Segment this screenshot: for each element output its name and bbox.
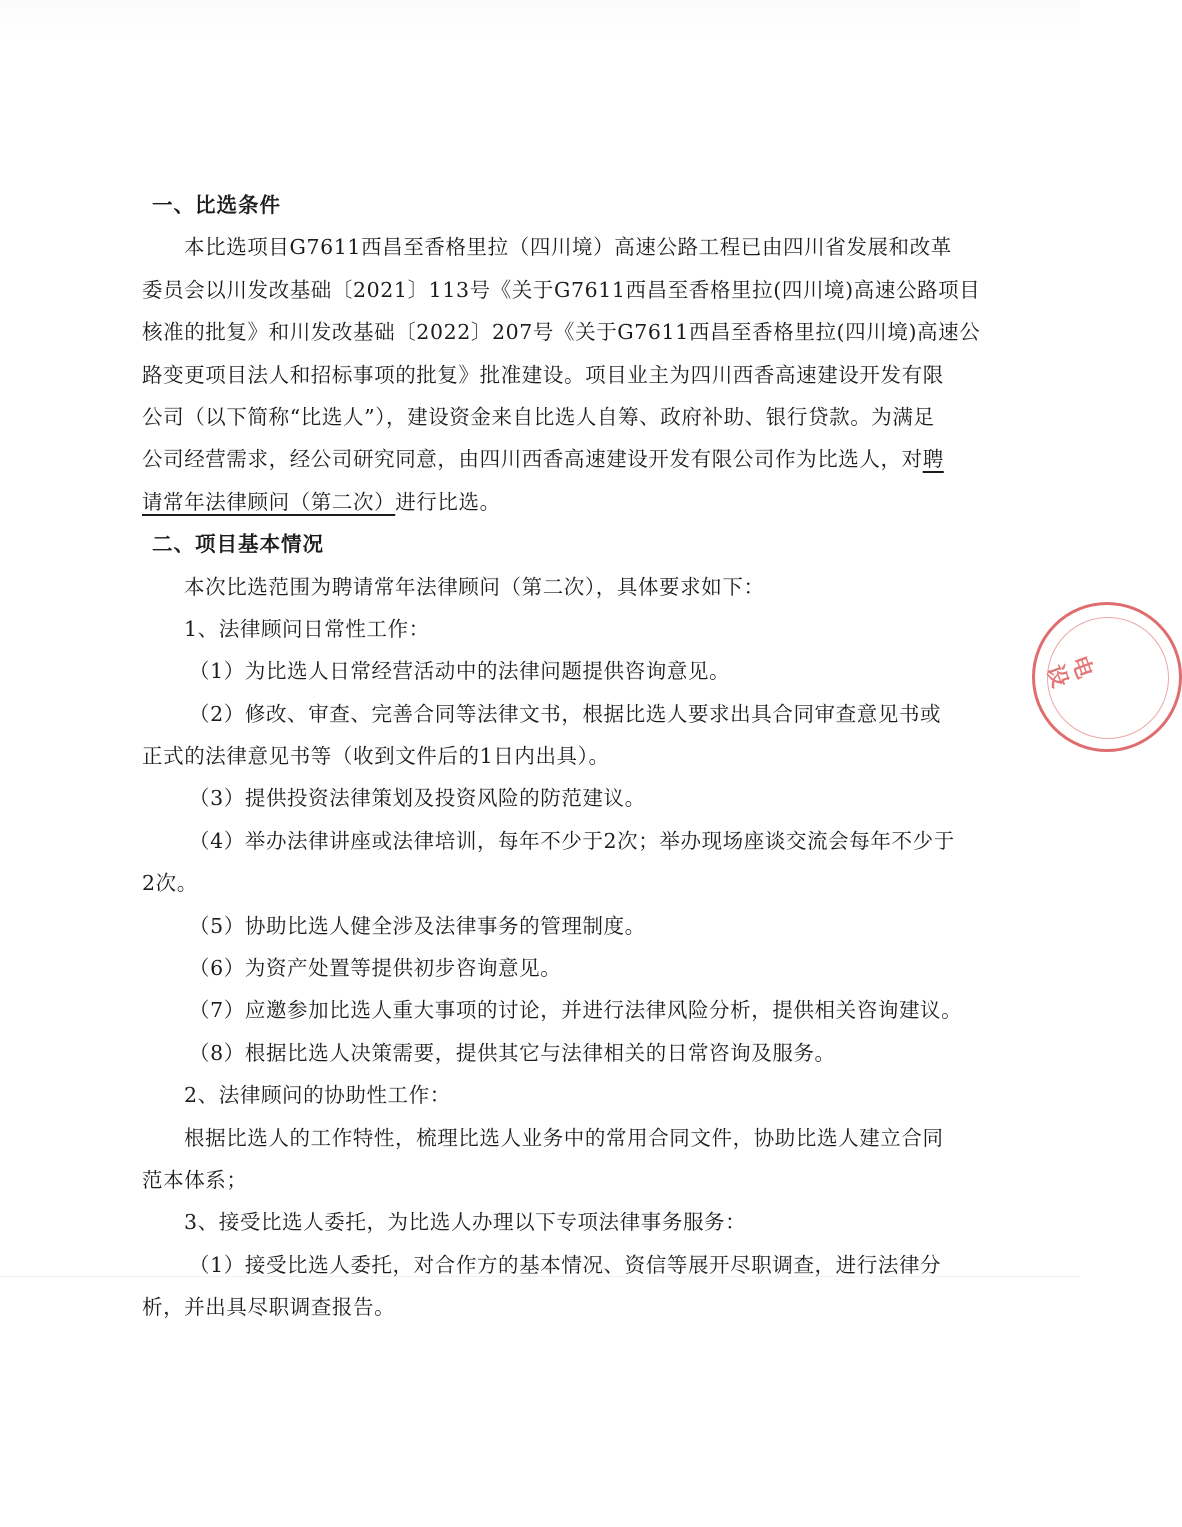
item-1-sub-2-line-1: （2）修改、审查、完善合同等法律文书，根据比选人要求出具合同审查意见书或	[189, 701, 942, 726]
item-1-sub-1: （1）为比选人日常经营活动中的法律问题提供咨询意见。	[189, 659, 731, 684]
item-1-sub-6: （6）为资产处置等提供初步咨询意见。	[189, 956, 562, 981]
paragraph-1-line-7-text: 进行比选。	[395, 489, 501, 514]
seal-text: 电设	[1039, 649, 1098, 692]
section-heading-2: 二、项目基本情况	[152, 532, 324, 557]
paragraph-1-line-2: 委员会以川发改基础〔2021〕113号《关于G7611西昌至香格里拉(四川境)高速公路项目	[142, 277, 981, 302]
paragraph-1-line-6	[142, 438, 942, 480]
item-1-heading: 1、法律顾问日常性工作：	[184, 616, 430, 641]
company-seal-stamp	[1032, 602, 1182, 752]
underlined-project-name-start: 聘	[922, 447, 944, 472]
section-2-intro: 本次比选范围为聘请常年法律顾问（第二次），具体要求如下：	[184, 574, 765, 599]
item-2-text-line-2: 范本体系；	[142, 1167, 248, 1192]
paragraph-1-line-6-text: 公司经营需求，经公司研究同意，由四川西香高速建设开发有限公司作为比选人，对	[142, 447, 923, 472]
item-2-text-line-1: 根据比选人的工作特性，梳理比选人业务中的常用合同文件，协助比选人建立合同	[184, 1125, 944, 1150]
item-2-heading: 2、法律顾问的协助性工作：	[184, 1083, 451, 1108]
item-1-sub-4-line-2: 2次。	[142, 871, 198, 896]
item-3-sub-1-line-1: （1）接受比选人委托，对合作方的基本情况、资信等展开尽职调查，进行法律分	[189, 1252, 942, 1277]
item-1-sub-5: （5）协助比选人健全涉及法律事务的管理制度。	[189, 913, 646, 938]
document-body	[142, 184, 981, 1329]
scan-shadow	[0, 0, 1080, 40]
item-1-sub-7: （7）应邀参加比选人重大事项的讨论，并进行法律风险分析，提供相关咨询建议。	[189, 998, 963, 1023]
item-1-sub-4-line-1: （4）举办法律讲座或法律培训，每年不少于2次；举办现场座谈交流会每年不少于	[189, 828, 955, 853]
paragraph-1-line-4: 路变更项目法人和招标事项的批复》批准建设。项目业主为四川西香高速建设开发有限	[142, 362, 944, 387]
paragraph-1-line-3: 核准的批复》和川发改基础〔2022〕207号《关于G7611西昌至香格里拉(四川境)高速公	[142, 320, 981, 345]
item-1-sub-2-line-2: 正式的法律意见书等（收到文件后的1日内出具）。	[142, 744, 610, 769]
item-3-heading: 3、接受比选人委托，为比选人办理以下专项法律事务服务：	[184, 1210, 747, 1235]
paragraph-1-line-7	[142, 481, 942, 523]
underlined-project-name: 请常年法律顾问（第二次）	[142, 489, 396, 514]
section-heading-1: 一、比选条件	[152, 193, 281, 217]
item-3-sub-1-line-2: 析，并出具尽职调查报告。	[142, 1295, 396, 1320]
item-1-sub-3: （3）提供投资法律策划及投资风险的防范建议。	[189, 786, 646, 811]
paragraph-1-line-5: 公司（以下简称“比选人”），建设资金来自比选人自筹、政府补助、银行贷款。为满足	[142, 404, 935, 429]
paragraph-1-line-1: 本比选项目G7611西昌至香格里拉（四川境）高速公路工程已由四川省发展和改革	[184, 235, 952, 260]
item-1-sub-8: （8）根据比选人决策需要，提供其它与法律相关的日常咨询及服务。	[189, 1040, 836, 1065]
